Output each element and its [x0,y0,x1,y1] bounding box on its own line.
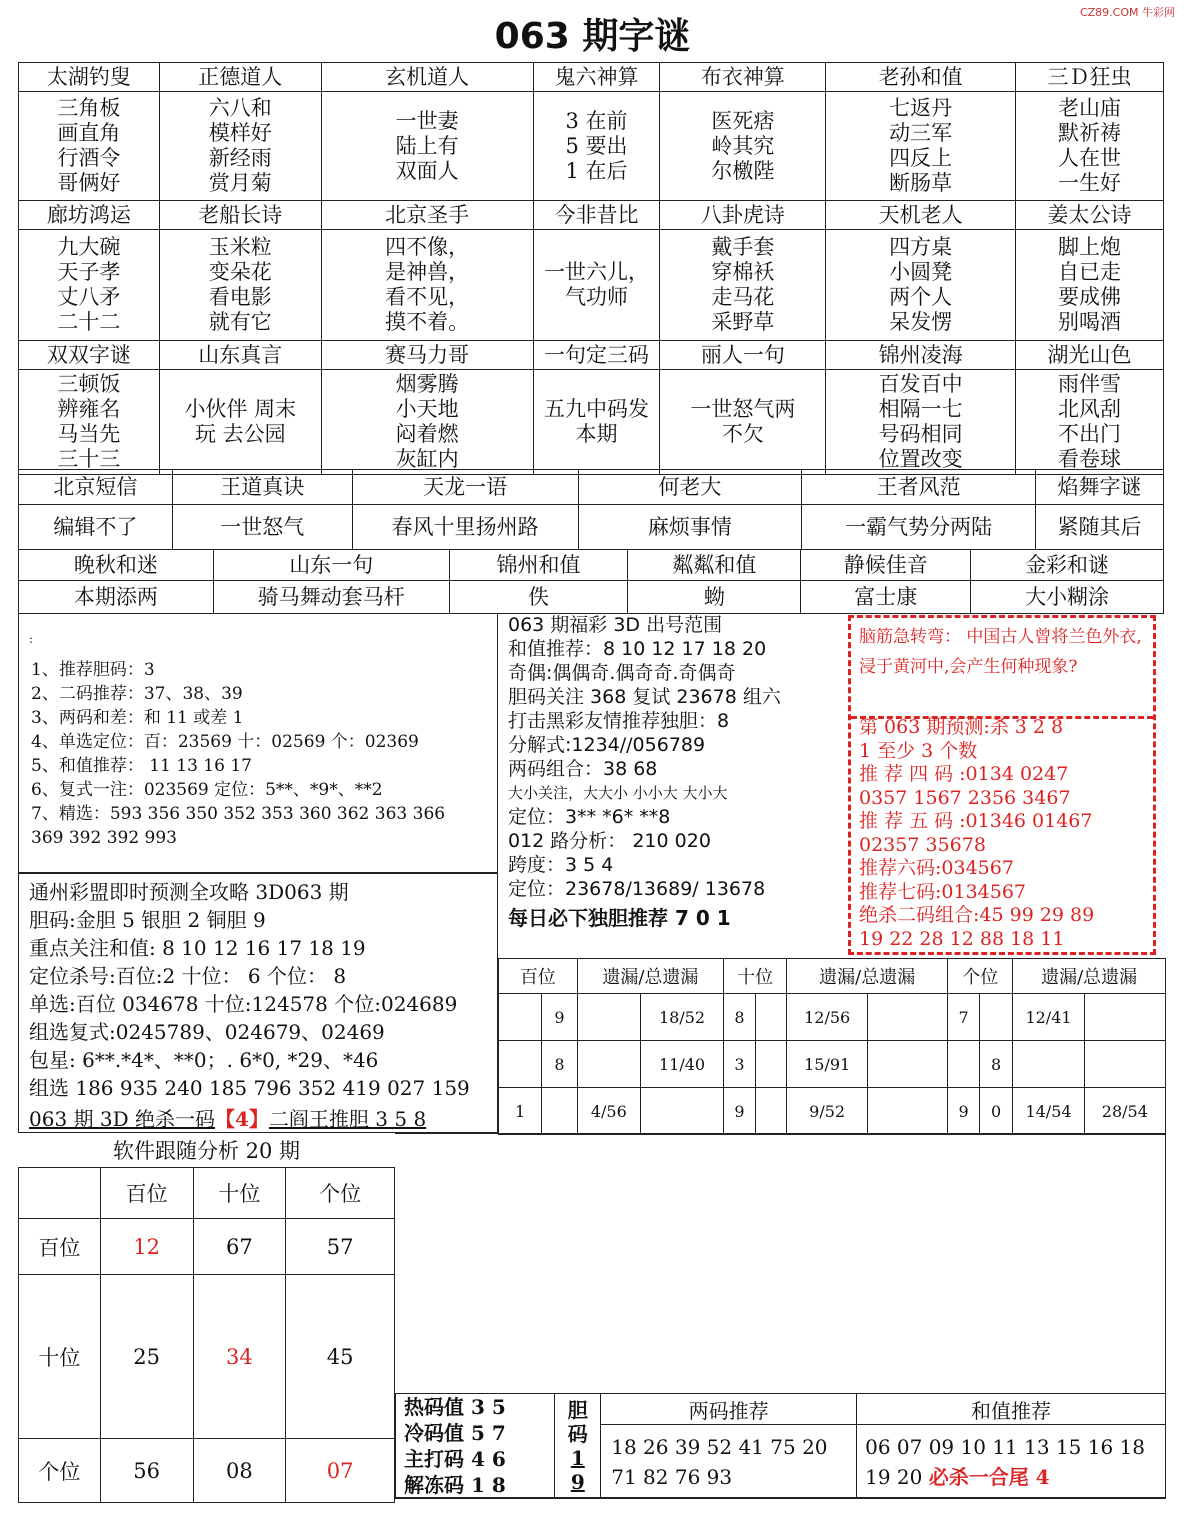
riddle-source-name: 锦州和值 [449,550,628,581]
riddle-source-name: 粼粼和值 [628,550,801,581]
riddle-line: 五九中码发 [543,397,649,421]
follow-value: 34 [193,1275,286,1439]
omission-cell: 9 [542,994,577,1041]
riddle-content [826,230,1016,341]
follow-value: 08 [193,1439,286,1503]
follow-col-header: 个位 [286,1168,395,1219]
riddle-line: 摸不着。 [385,310,470,334]
omission-cell: 12/41 [1013,994,1084,1041]
follow-row-label: 十位 [19,1275,101,1439]
riddle-source-name: 玄机道人 [321,63,533,92]
prediction-line: 0357 1567 2356 3467 [859,786,1071,809]
follow-col-header: 十位 [193,1168,286,1219]
main-code: 主打码 4 6 [404,1447,506,1471]
riddle-line: 走马花 [711,285,775,309]
omission-cell [755,994,786,1041]
riddle-source-name: 天机老人 [826,201,1016,230]
riddle-line: 尔檄陛 [711,158,775,183]
panel-mark: : [29,632,34,646]
omission-cell: 9 [724,1088,756,1135]
omission-cell: 15/91 [787,1041,868,1088]
riddle-content [159,92,321,201]
corner-cell [19,1168,101,1219]
riddle-content-row [19,92,1164,201]
omission-row [499,1041,1166,1088]
omission-cell: 3 [724,1041,756,1088]
sum-line-2-values: 19 20 [865,1464,929,1489]
omission-cell: 0 [979,1088,1012,1135]
omission-header: 百位 [499,959,578,994]
riddle-line: 看卷球 [1058,447,1122,471]
tongzhou-line: 重点关注和值: 8 10 12 16 17 18 19 [29,936,366,960]
riddle-source-name: 王道真诀 [172,470,352,505]
riddle-content [826,92,1016,201]
tongzhou-line: 胆码:金胆 5 银胆 2 铜胆 9 [29,908,266,932]
omission-cell: 9 [948,1088,980,1135]
follow-row-label: 个位 [19,1439,101,1503]
riddle-source-name: 晚秋和迷 [19,550,214,581]
range-line: 跨度：3 5 4 [508,854,614,876]
riddle-line: 不出门 [1058,422,1122,446]
riddle-answer: 蚴 [628,581,801,614]
riddle-source-name: 一句定三码 [533,341,660,370]
riddle-line: 丈八矛 [57,285,121,309]
omission-cell: 18/52 [641,994,724,1041]
riddle-source-name: 焰舞字谜 [1036,470,1164,505]
riddle-source-name: 丽人一句 [660,341,826,370]
riddle-line: 采野草 [711,310,775,334]
prediction-line: 绝杀二码组合:45 99 29 89 [859,904,1095,926]
riddle-answer: 麻烦事情 [578,505,802,550]
recommend-line: 4、单选定位：百：23569 十：02569 个：02369 [31,732,419,752]
omission-cell [979,994,1012,1041]
riddle-line: 灰缸内 [395,447,459,471]
tongzhou-line: 通州彩盟即时预测全攻略 3D063 期 [29,880,349,904]
omission-cell [755,1041,786,1088]
riddle-answer: 本期添两 [19,581,214,614]
riddle-line: 陆上有 [395,133,459,158]
riddle-content [1016,370,1164,475]
follow-value: 12 [100,1219,193,1275]
omission-cell [868,1088,948,1135]
omission-cell [868,1041,948,1088]
tongzhou-lines [29,878,470,1102]
riddle-line: 玉米粒 [208,235,272,259]
riddle-content-row [19,370,1164,475]
omission-cell: 11/40 [641,1041,724,1088]
sum-riddle-table [18,549,1164,614]
tongzhou-line: 组选复式:0245789、024679、02469 [29,1020,385,1044]
riddle-line: 气功师 [564,285,628,309]
riddle-line: 小伙伴 周末 [184,397,297,421]
riddle-line: 模样好 [208,121,272,145]
riddle-answer: 春风十里扬州路 [352,505,578,550]
riddle-source-name: 布衣神算 [660,63,826,92]
riddle-source-name: 正德道人 [159,63,321,92]
riddle-source-name: 廊坊鸿运 [19,201,160,230]
riddle-line: 3 在前 [565,108,628,133]
riddle-line: 雨伴雪 [1058,372,1122,396]
riddle-line: 双面人 [395,158,459,183]
recommend-line: 3、两码和差：和 11 或差 1 [31,708,244,728]
riddle-line: 小圆凳 [889,260,953,284]
riddle-source-name: 锦州凌海 [826,341,1016,370]
follow-value: 45 [286,1275,395,1439]
riddle-name-row [19,550,1164,581]
riddle-line: 要成佛 [1058,285,1122,309]
dan-label-2: 码 [567,1422,588,1446]
riddle-line: 是神兽， [385,260,470,284]
two-code-title: 两码推荐 [601,1394,857,1425]
riddle-line: 1 在后 [565,158,628,183]
prediction-line: 19 22 28 12 88 18 11 [859,927,1065,950]
riddle-content [321,370,533,475]
riddle-answer: 佚 [449,581,628,614]
riddle-source-name: 北京短信 [19,470,173,505]
riddle-line: 四不像， [385,235,470,259]
omission-cell [499,994,542,1041]
riddle-source-name: 天龙一语 [352,470,578,505]
tongzhou-line: 单选:百位 034678 十位:124578 个位:024689 [29,992,458,1016]
follow-analysis-table [18,1133,395,1503]
riddle-line: 烟雾腾 [395,372,459,396]
dan-value-2: 9 [570,1470,585,1494]
range-line: 012 路分析： 210 020 [508,830,711,852]
riddle-source-name: 三Ｄ狂虫 [1016,63,1164,92]
omission-row [499,1088,1166,1135]
riddle-line: 看不见， [385,285,470,309]
riddle-line: 新经雨 [208,146,272,170]
riddle-line: 医死痞 [711,108,775,133]
range-line: 063 期福彩 3D 出号范围 [508,614,723,636]
follow-value: 56 [100,1439,193,1503]
kill-tail: 必杀一合尾 4 [928,1464,1050,1489]
omission-cell: 12/56 [787,994,868,1041]
two-code-line-1: 18 26 39 52 41 75 20 [611,1434,828,1459]
riddle-line: 小天地 [395,397,459,421]
prediction-line: 推 荐 四 码 :0134 0247 [859,763,1069,785]
short-riddle-table [18,469,1164,550]
riddle-line: 玩 去公园 [194,422,286,446]
range-line: 定位：3** *6* **8 [508,806,671,828]
riddle-source-name: 八卦虎诗 [660,201,826,230]
riddle-line: 辨雍名 [57,397,121,421]
omission-header: 个位 [948,959,1013,994]
recommend-line: 369 392 392 993 [31,828,178,848]
riddle-line: 动三军 [889,121,953,145]
follow-title: 软件跟随分析 20 期 [19,1133,395,1168]
follow-value: 25 [100,1275,193,1439]
riddle-content [19,230,160,341]
follow-header-row [19,1168,395,1219]
riddle-line: 四反上 [889,146,953,170]
recommend-line: 2、二码推荐：37、38、39 [31,684,243,704]
riddle-line: 二十二 [57,310,121,334]
recommend-line: 6、复式一注：023569 定位：5**、*9*、**2 [31,780,383,800]
riddle-line: 百发百中 [878,372,963,396]
prediction-line: 1 至少 3 个数 [859,739,978,762]
dan-value-1: 1 [570,1446,585,1470]
riddle-content [19,92,160,201]
riddle-source-name: 山东一句 [213,550,449,581]
riddle-source-name: 太湖钓叟 [19,63,160,92]
riddle-source-name: 何老大 [578,470,802,505]
riddle-line: 断肠草 [889,171,953,195]
riddle-line: 马当先 [57,422,121,446]
follow-value: 67 [193,1219,286,1275]
brain-riddle: 脑筋急转弯： 中国古人曾将兰色外衣,浸于黄河中,会产生何种现象? [859,627,1142,677]
riddle-source-name: 今非昔比 [533,201,660,230]
prediction-line: 推荐七码:0134567 [859,880,1027,903]
riddle-content [159,370,321,475]
omission-cell: 9/52 [787,1088,868,1135]
omission-row [499,994,1166,1041]
omission-cell [755,1088,786,1135]
omission-cell: 8 [724,994,756,1041]
riddle-source-name: 老船长诗 [159,201,321,230]
range-line: 分解式:1234//056789 [508,734,706,756]
prediction-line: 02357 35678 [859,833,986,856]
riddle-source-name: 王者风范 [802,470,1036,505]
omission-cell: 7 [948,994,980,1041]
follow-col-header: 百位 [100,1168,193,1219]
riddle-name-row [19,201,1164,230]
omission-cell: 8 [979,1041,1012,1088]
riddle-source-name: 老孙和值 [826,63,1016,92]
riddle-content [826,370,1016,475]
riddle-answer: 紧随其后 [1036,505,1164,550]
riddle-name-row [19,470,1164,505]
page-title: 063 期字谜 [494,16,691,57]
riddle-source-name: 山东真言 [159,341,321,370]
riddle-source-name: 金彩和谜 [971,550,1164,581]
riddle-line: 北风刮 [1058,397,1122,421]
riddle-answer: 富士康 [801,581,971,614]
riddle-source-name: 鬼六神算 [533,63,660,92]
range-line: 大小关注，大大小 小小大 大小大 [508,784,728,802]
omission-table [498,958,1166,1135]
omission-cell: 1 [499,1088,542,1135]
omission-cell [1084,994,1165,1041]
omission-header: 遗漏/总遗漏 [787,959,948,994]
riddle-line: 画直角 [57,121,121,145]
omission-cell [499,1041,542,1088]
range-line: 两码组合：38 68 [508,758,658,780]
prediction-lines [859,716,1094,951]
riddle-line: 穿棉袄 [711,260,775,284]
riddle-line: 岭其究 [711,133,775,158]
tongzhou-line: 定位杀号:百位:2 十位： 6 个位： 8 [29,964,347,988]
riddle-line: 行酒令 [57,146,121,170]
riddle-line: 一世怒气两 [690,397,796,421]
daily-tip: 每日必下独胆推荐 7 0 1 [508,906,731,930]
range-line: 奇偶:偶偶奇.偶奇奇.奇偶奇 [508,662,736,684]
kill-suffix: 二阎王推胆 3 5 8 [268,1107,427,1131]
riddle-line: 三顿饭 [57,372,121,396]
riddle-name-row [19,63,1164,92]
riddle-line: 一世六儿， [543,260,649,284]
riddle-line: 哥俩好 [57,171,121,195]
recommend-line: 7、精选：593 356 350 352 353 360 362 363 366 [31,804,446,824]
riddle-line: 一世妻 [395,108,459,133]
riddle-line: 相隔一七 [878,397,963,421]
omission-cell [948,1041,980,1088]
riddle-line: 看电影 [208,285,272,309]
riddle-content [321,230,533,341]
sum-title: 和值推荐 [857,1394,1166,1425]
omission-cell [868,994,948,1041]
omission-cell [577,1041,640,1088]
riddle-answer: 编辑不了 [19,505,173,550]
recommend-lines [31,658,445,850]
omission-cell: 28/54 [1084,1088,1165,1135]
omission-cell [1084,1041,1165,1088]
riddle-content [533,92,660,201]
riddle-line: 六八和 [208,96,272,120]
riddle-content-row [19,581,1164,614]
riddle-source-name: 双双字谜 [19,341,160,370]
thaw-code: 解冻码 1 8 [404,1473,506,1497]
riddle-source-name: 赛马力哥 [321,341,533,370]
omission-cell: 8 [542,1041,577,1088]
riddle-line: 七返丹 [889,96,953,120]
omission-header: 遗漏/总遗漏 [1013,959,1166,994]
riddle-line: 三十三 [57,447,121,471]
follow-value: 57 [286,1219,395,1275]
riddle-line: 三角板 [57,96,121,120]
riddle-source-name: 湖光山色 [1016,341,1164,370]
riddle-answer: 一霸气势分两陆 [802,505,1036,550]
riddle-line: 号码相同 [878,422,963,446]
range-line: 和值推荐：8 10 12 17 18 20 [508,638,767,660]
bottom-summary-table [395,1393,1166,1499]
omission-cell [641,1088,724,1135]
riddle-line: 默祈祷 [1058,121,1122,145]
riddle-answer: 一世怒气 [172,505,352,550]
riddle-line: 戴手套 [711,235,775,259]
omission-header-row [499,959,1166,994]
prediction-line: 推荐六码:034567 [859,857,1014,879]
riddle-content [660,92,826,201]
omission-cell [1013,1041,1084,1088]
range-line: 定位：23678/13689/ 13678 [508,878,766,900]
prediction-line: 第 063 期预测:杀 3 2 8 [859,716,1064,738]
riddle-content [660,230,826,341]
tongzhou-kill-line [29,1103,426,1132]
riddle-content [533,230,660,341]
follow-row-label: 百位 [19,1219,101,1275]
follow-row [19,1219,395,1275]
dan-label-1: 胆 [567,1398,588,1422]
riddle-line: 一生好 [1058,171,1122,195]
omission-cell: 4/56 [577,1088,640,1135]
tongzhou-line: 组选 186 935 240 185 796 352 419 027 159 [29,1076,470,1100]
riddle-line: 本期 [575,422,618,446]
omission-cell: 14/54 [1013,1088,1084,1135]
range-panel [508,613,848,901]
range-line: 胆码关注 368 复试 23678 组六 [508,686,781,708]
riddle-answer: 骑马舞动套马杆 [213,581,449,614]
recommend-line: 1、推荐胆码：3 [31,660,155,680]
omission-header: 遗漏/总遗漏 [577,959,723,994]
riddle-line: 就有它 [208,310,272,334]
riddle-content-row [19,505,1164,550]
follow-row [19,1275,395,1439]
follow-value: 07 [286,1439,395,1503]
riddle-content [533,370,660,475]
riddle-line: 脚上炮 [1058,235,1122,259]
tongzhou-panel [18,873,498,1133]
riddle-content [1016,92,1164,201]
riddle-line: 闷着燃 [395,422,459,446]
riddle-line: 呆发愣 [889,310,953,334]
prediction-panel [848,615,1156,955]
riddle-source-name: 北京圣手 [321,201,533,230]
riddle-line: 四方桌 [889,235,953,259]
sum-line-2 [865,1462,1165,1492]
riddle-line: 人在世 [1058,146,1122,170]
riddle-content [660,370,826,475]
riddle-content-row [19,230,1164,341]
riddle-answer: 大小糊涂 [971,581,1164,614]
kill-number: 【4】 [215,1107,269,1131]
watermark: CZ89.COM 牛彩网 [1079,6,1175,19]
prediction-line: 推 荐 五 码 :01346 01467 [859,810,1093,832]
riddle-line: 不欠 [721,422,764,446]
recommend-line: 5、和值推荐： 11 13 16 17 [31,756,252,776]
riddle-source-name: 姜太公诗 [1016,201,1164,230]
riddle-line: 自已走 [1058,260,1122,284]
riddle-content [159,230,321,341]
riddle-line: 九大碗 [57,235,121,259]
cold-code: 冷码值 5 7 [404,1421,506,1445]
riddle-line: 天子孝 [57,260,121,284]
omission-cell [542,1088,577,1135]
omission-cell [577,994,640,1041]
riddle-content [1016,230,1164,341]
riddle-name-row [19,341,1164,370]
riddle-content [321,92,533,201]
range-line: 打击黑彩友情推荐独胆：8 [508,710,730,732]
riddle-line: 变朵花 [208,260,272,284]
two-code-line-2: 71 82 76 93 [611,1464,733,1489]
follow-row [19,1439,395,1503]
hot-code: 热码值 3 5 [404,1395,506,1419]
omission-header: 十位 [724,959,787,994]
sum-line-1: 06 07 09 10 11 13 15 16 18 [865,1434,1145,1459]
tongzhou-line: 包星: 6**.*4*、**0；. 6*0, *29、*46 [29,1048,379,1072]
riddle-line: 别喝酒 [1058,310,1122,334]
follow-title-row [19,1133,395,1168]
riddle-line: 5 要出 [565,133,628,158]
riddle-line: 两个人 [889,285,953,309]
recommend-panel [18,613,498,873]
kill-prefix: 063 期 3D 绝杀一码 [29,1107,216,1131]
riddle-line: 老山庙 [1058,96,1122,120]
riddle-line: 位置改变 [878,447,963,471]
riddle-line: 赏月菊 [208,171,272,195]
riddle-content [19,370,160,475]
riddle-grid [18,62,1164,475]
riddle-source-name: 静候佳音 [801,550,971,581]
